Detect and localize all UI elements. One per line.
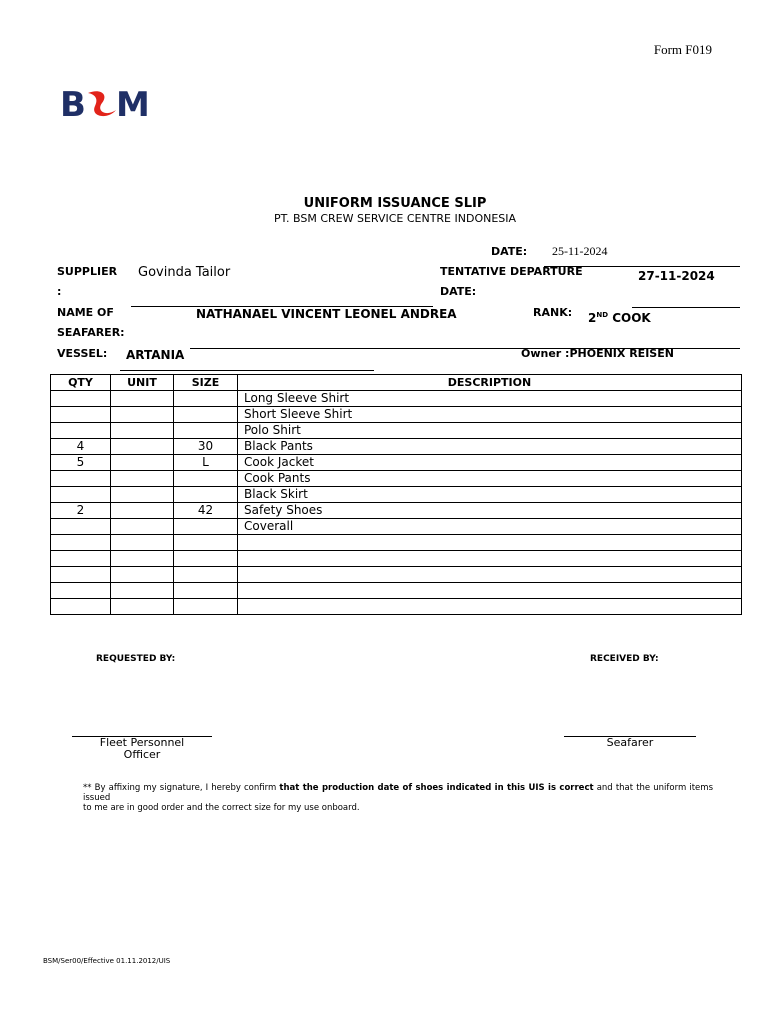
items-table (50, 374, 742, 615)
unit-cell (111, 407, 174, 423)
size-cell (174, 391, 238, 407)
table-row (51, 535, 742, 551)
qty-cell (51, 535, 111, 551)
table-row (51, 471, 742, 487)
unit-header: UNIT (111, 375, 174, 391)
size-cell (174, 567, 238, 583)
qty-cell: 2 (51, 503, 111, 519)
table-row (51, 407, 742, 423)
size-cell (174, 519, 238, 535)
size-cell (174, 583, 238, 599)
unit-cell (111, 519, 174, 535)
tentative-date-label: DATE: (440, 285, 477, 298)
size-cell: 30 (174, 439, 238, 455)
tentative-departure-value: 27-11-2024 (638, 269, 715, 283)
form-title: UNIFORM ISSUANCE SLIP (303, 196, 487, 211)
description-cell: Black Pants (238, 439, 742, 455)
description-cell (238, 567, 742, 583)
table-header-row (51, 375, 742, 391)
size-cell (174, 407, 238, 423)
qty-cell (51, 423, 111, 439)
svg-text:B: B (60, 85, 86, 121)
table-row (51, 439, 742, 455)
vessel-underline (120, 370, 374, 371)
description-cell: Cook Pants (238, 471, 742, 487)
unit-cell (111, 535, 174, 551)
unit-cell (111, 583, 174, 599)
date-label: DATE: (491, 245, 528, 258)
supplier-colon: : (57, 285, 62, 298)
table-row (51, 503, 742, 519)
requester-name: Fleet Personnel Officer (99, 736, 185, 761)
footer-reference: BSM/Ser00/Effective 01.11.2012/UIS (43, 957, 171, 965)
table-row (51, 567, 742, 583)
size-cell (174, 471, 238, 487)
size-cell: L (174, 455, 238, 471)
description-cell: Cook Jacket (238, 455, 742, 471)
size-header: SIZE (174, 375, 238, 391)
rank-label: RANK: (533, 306, 573, 319)
size-cell (174, 423, 238, 439)
description-cell: Long Sleeve Shirt (238, 391, 742, 407)
description-header: DESCRIPTION (238, 375, 742, 391)
table-row (51, 423, 742, 439)
description-cell (238, 599, 742, 615)
size-cell (174, 535, 238, 551)
received-by-label: RECEIVED BY: (590, 654, 659, 664)
requested-by-label: REQUESTED BY: (96, 654, 176, 664)
qty-cell (51, 487, 111, 503)
unit-cell (111, 599, 174, 615)
size-cell (174, 599, 238, 615)
qty-cell (51, 471, 111, 487)
unit-cell (111, 471, 174, 487)
qty-header: QTY (51, 375, 111, 391)
table-row (51, 599, 742, 615)
svg-text:M: M (116, 85, 150, 121)
form-subtitle: PT. BSM CREW SERVICE CENTRE INDONESIA (273, 212, 517, 225)
qty-cell (51, 599, 111, 615)
qty-cell (51, 407, 111, 423)
unit-cell (111, 439, 174, 455)
description-cell (238, 583, 742, 599)
qty-cell (51, 391, 111, 407)
description-cell: Polo Shirt (238, 423, 742, 439)
qty-cell (51, 567, 111, 583)
unit-cell (111, 423, 174, 439)
supplier-value: Govinda Tailor (138, 265, 231, 280)
unit-cell (111, 567, 174, 583)
name-label-line2: SEAFARER: (57, 326, 125, 339)
unit-cell (111, 455, 174, 471)
description-cell (238, 535, 742, 551)
unit-cell (111, 487, 174, 503)
table-row (51, 551, 742, 567)
tentative-underline (632, 307, 740, 308)
unit-cell (111, 391, 174, 407)
qty-cell: 5 (51, 455, 111, 471)
description-cell: Short Sleeve Shirt (238, 407, 742, 423)
table-row (51, 583, 742, 599)
size-cell (174, 487, 238, 503)
description-cell: Black Skirt (238, 487, 742, 503)
tentative-departure-label: TENTATIVE DEPARTURE (440, 265, 583, 278)
description-cell: Safety Shoes (238, 503, 742, 519)
unit-cell (111, 551, 174, 567)
qty-cell (51, 583, 111, 599)
table-row (51, 487, 742, 503)
qty-cell: 4 (51, 439, 111, 455)
date-value: 25-11-2024 (552, 244, 608, 258)
supplier-label: SUPPLIER (57, 265, 118, 278)
table-row (51, 519, 742, 535)
seafarer-name-value: NATHANAEL VINCENT LEONEL ANDREA (196, 307, 457, 321)
table-row (51, 391, 742, 407)
size-cell (174, 551, 238, 567)
bsm-logo (60, 85, 160, 121)
vessel-value: ARTANIA (126, 348, 185, 362)
unit-cell (111, 503, 174, 519)
qty-cell (51, 551, 111, 567)
description-cell (238, 551, 742, 567)
receiver-name: Seafarer (606, 736, 654, 749)
name-label-line1: NAME OF (57, 306, 114, 319)
rank-value: 2ND COOK (588, 311, 651, 325)
vessel-label: VESSEL: (57, 347, 108, 360)
size-cell: 42 (174, 503, 238, 519)
form-code: Form F019 (653, 42, 712, 57)
description-cell: Coverall (238, 519, 742, 535)
owner-field: Owner :PHOENIX REISEN (521, 347, 674, 360)
table-row (51, 455, 742, 471)
confirmation-note: ** By affixing my signature, I hereby confirm that the production date of shoes indicated in this UIS is correct and that the uniform items issued to me are in good order and the correct size for my use onboard. (83, 783, 713, 813)
qty-cell (51, 519, 111, 535)
